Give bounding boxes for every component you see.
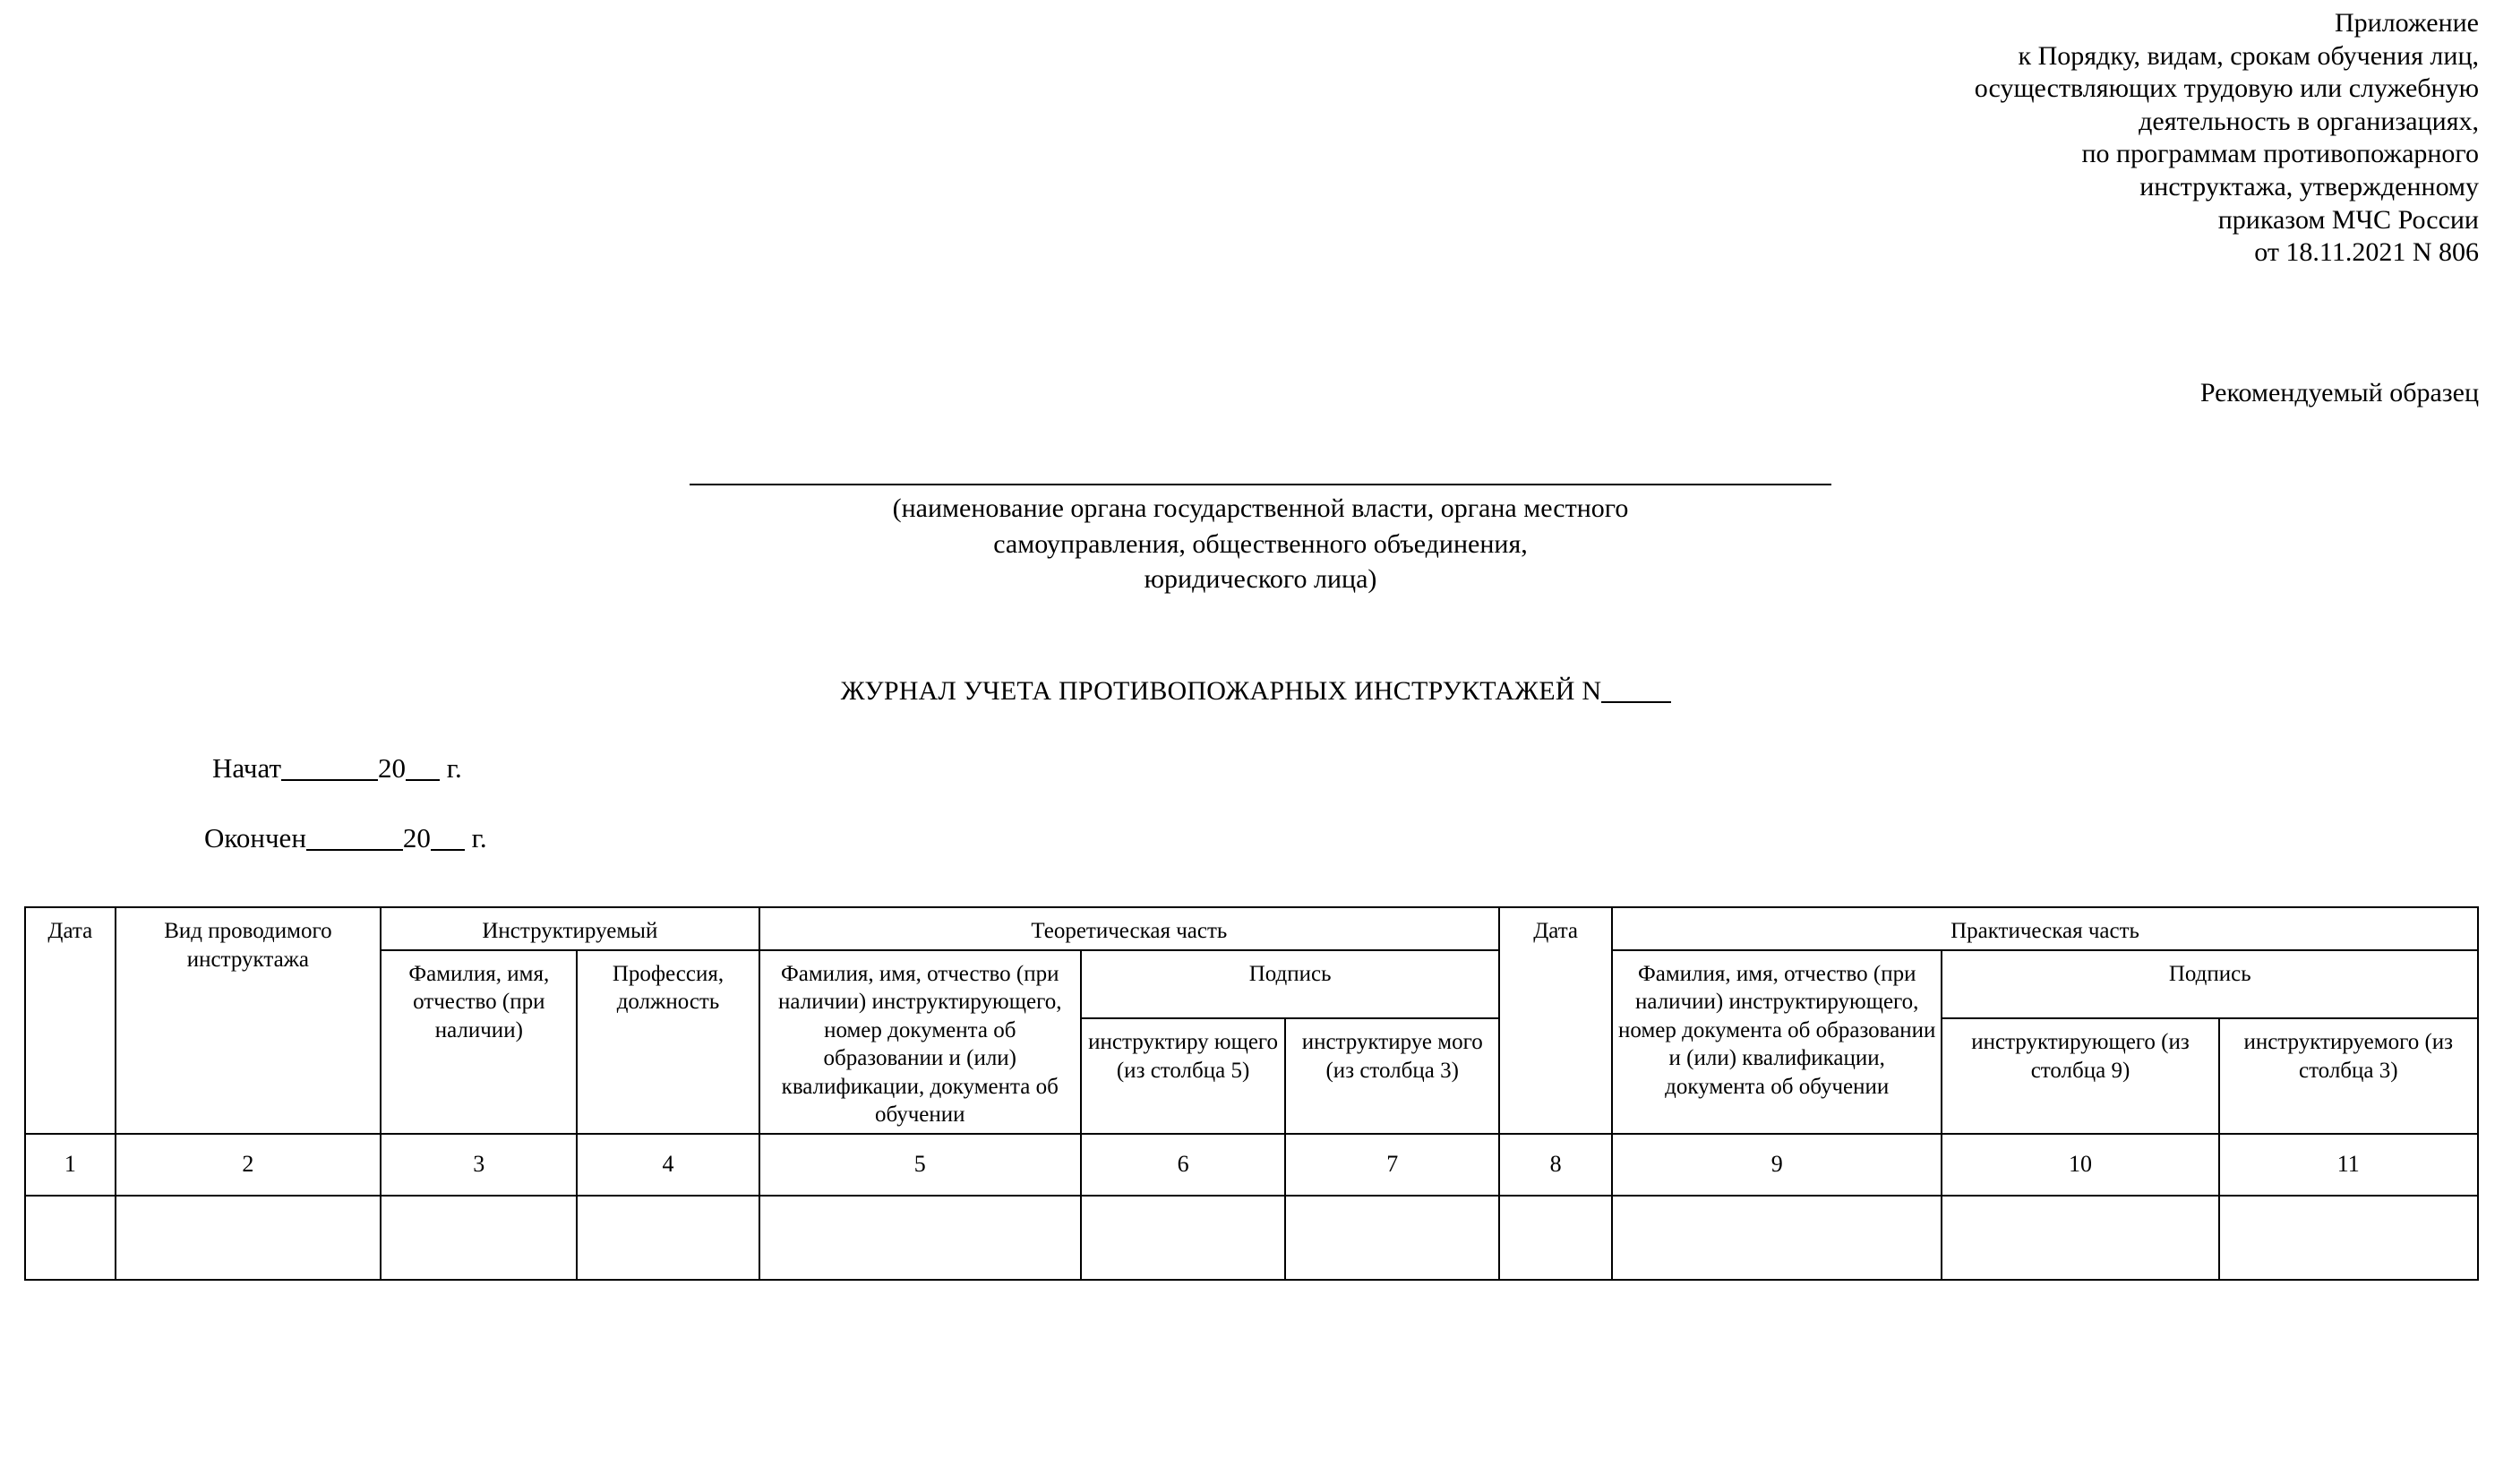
appendix-line-3: осуществляющих трудовую или служебную [1974, 73, 2479, 104]
organization-caption-line-3: юридического лица) [1144, 564, 1377, 595]
table-row[interactable] [25, 1196, 2478, 1280]
appendix-line-7: приказом МЧС России [2217, 204, 2479, 235]
header-theory-sig-instructed: инструктируе мого (из столбца 3) [1285, 1018, 1499, 1133]
header-instruction-type: Вид проводимого инструктажа [116, 907, 382, 1134]
column-number-1: 1 [25, 1134, 116, 1196]
header-theory-signature: Подпись [1081, 950, 1499, 1019]
journal-finished-line [204, 822, 487, 854]
appendix-reference-block [1673, 7, 2479, 270]
appendix-line-6: инструктажа, утвержденному [2139, 171, 2479, 202]
header-instructed-group: Инструктируемый [381, 907, 759, 950]
fire-safety-briefing-log-table [24, 906, 2479, 1281]
header-instructed-profession: Профессия, должность [577, 950, 759, 1134]
organization-caption-line-1: (наименование органа государственной власти, органа местного [892, 493, 1629, 523]
table-column-number-row [25, 1134, 2478, 1196]
header-theory-instructor: Фамилия, имя, отчество (при наличии) инструктирующего, номер документа об образовании и (или) квалификации, документа об обучении [759, 950, 1081, 1134]
recommended-sample-note: Рекомендуемый образец [2199, 378, 2479, 407]
column-number-8: 8 [1499, 1134, 1612, 1196]
column-number-5: 5 [759, 1134, 1081, 1196]
column-number-7: 7 [1285, 1134, 1499, 1196]
header-date-left: Дата [25, 907, 116, 1134]
finished-year-suffix: г. [471, 822, 487, 854]
appendix-line-2: к Порядку, видам, срокам обучения лиц, [2018, 40, 2479, 71]
table-header-row-2 [25, 950, 2478, 1019]
header-date-right: Дата [1499, 907, 1612, 1134]
appendix-line-5: по программам противопожарного [2081, 139, 2479, 169]
started-label: Начат [212, 752, 282, 784]
cell-date-left[interactable] [25, 1196, 116, 1280]
column-number-6: 6 [1081, 1134, 1285, 1196]
header-theory-group: Теоретическая часть [759, 907, 1500, 950]
cell-instructed-profession[interactable] [577, 1196, 759, 1280]
header-practice-sig-instructed: инструктируемого (из столбца 3) [2219, 1018, 2478, 1133]
organization-caption-line-2: самоуправления, общественного объединения, [993, 528, 1528, 559]
cell-instructed-name[interactable] [381, 1196, 577, 1280]
journal-title-text: ЖУРНАЛ УЧЕТА ПРОТИВОПОЖАРНЫХ ИНСТРУКТАЖЕЙ N [840, 676, 1602, 706]
column-number-9: 9 [1612, 1134, 1942, 1196]
appendix-line-8: от 18.11.2021 N 806 [2254, 237, 2479, 268]
cell-theory-instructor[interactable] [759, 1196, 1081, 1280]
finished-label: Окончен [204, 822, 306, 854]
cell-practice-instructor[interactable] [1612, 1196, 1942, 1280]
header-practice-instructor: Фамилия, имя, отчество (при наличии) инструктирующего, номер документа об образовании и (или) квалификации, документа об обучении [1612, 950, 1942, 1134]
started-year-prefix: 20 [378, 752, 407, 784]
journal-title [0, 676, 2512, 707]
started-year-suffix: г. [446, 752, 462, 784]
organization-name-block [690, 484, 1831, 597]
journal-number-blank[interactable] [1601, 701, 1671, 703]
cell-theory-sig-instructor[interactable] [1081, 1196, 1285, 1280]
column-number-3: 3 [381, 1134, 577, 1196]
cell-theory-sig-instructed[interactable] [1285, 1196, 1499, 1280]
started-date-blank[interactable] [281, 779, 378, 781]
cell-date-right[interactable] [1499, 1196, 1612, 1280]
appendix-line-4: деятельность в организациях, [2139, 106, 2479, 136]
finished-year-blank[interactable] [431, 849, 465, 851]
finished-date-blank[interactable] [306, 849, 403, 851]
journal-started-line [212, 752, 462, 785]
started-year-blank[interactable] [406, 779, 440, 781]
cell-practice-sig-instructed[interactable] [2219, 1196, 2478, 1280]
column-number-2: 2 [116, 1134, 382, 1196]
cell-instruction-type[interactable] [116, 1196, 382, 1280]
header-practice-signature: Подпись [1942, 950, 2478, 1019]
column-number-11: 11 [2219, 1134, 2478, 1196]
header-instructed-name: Фамилия, имя, отчество (при наличии) [381, 950, 577, 1134]
finished-year-prefix: 20 [402, 822, 431, 854]
table-header-row-1 [25, 907, 2478, 950]
header-practice-group: Практическая часть [1612, 907, 2478, 950]
appendix-line-1: Приложение [2334, 8, 2479, 38]
header-theory-sig-instructor: инструктиру ющего (из столбца 5) [1081, 1018, 1285, 1133]
cell-practice-sig-instructor[interactable] [1942, 1196, 2218, 1280]
column-number-10: 10 [1942, 1134, 2218, 1196]
column-number-4: 4 [577, 1134, 759, 1196]
organization-name-blank-rule[interactable] [690, 484, 1831, 485]
header-practice-sig-instructor: инструктирующего (из столбца 9) [1942, 1018, 2218, 1133]
